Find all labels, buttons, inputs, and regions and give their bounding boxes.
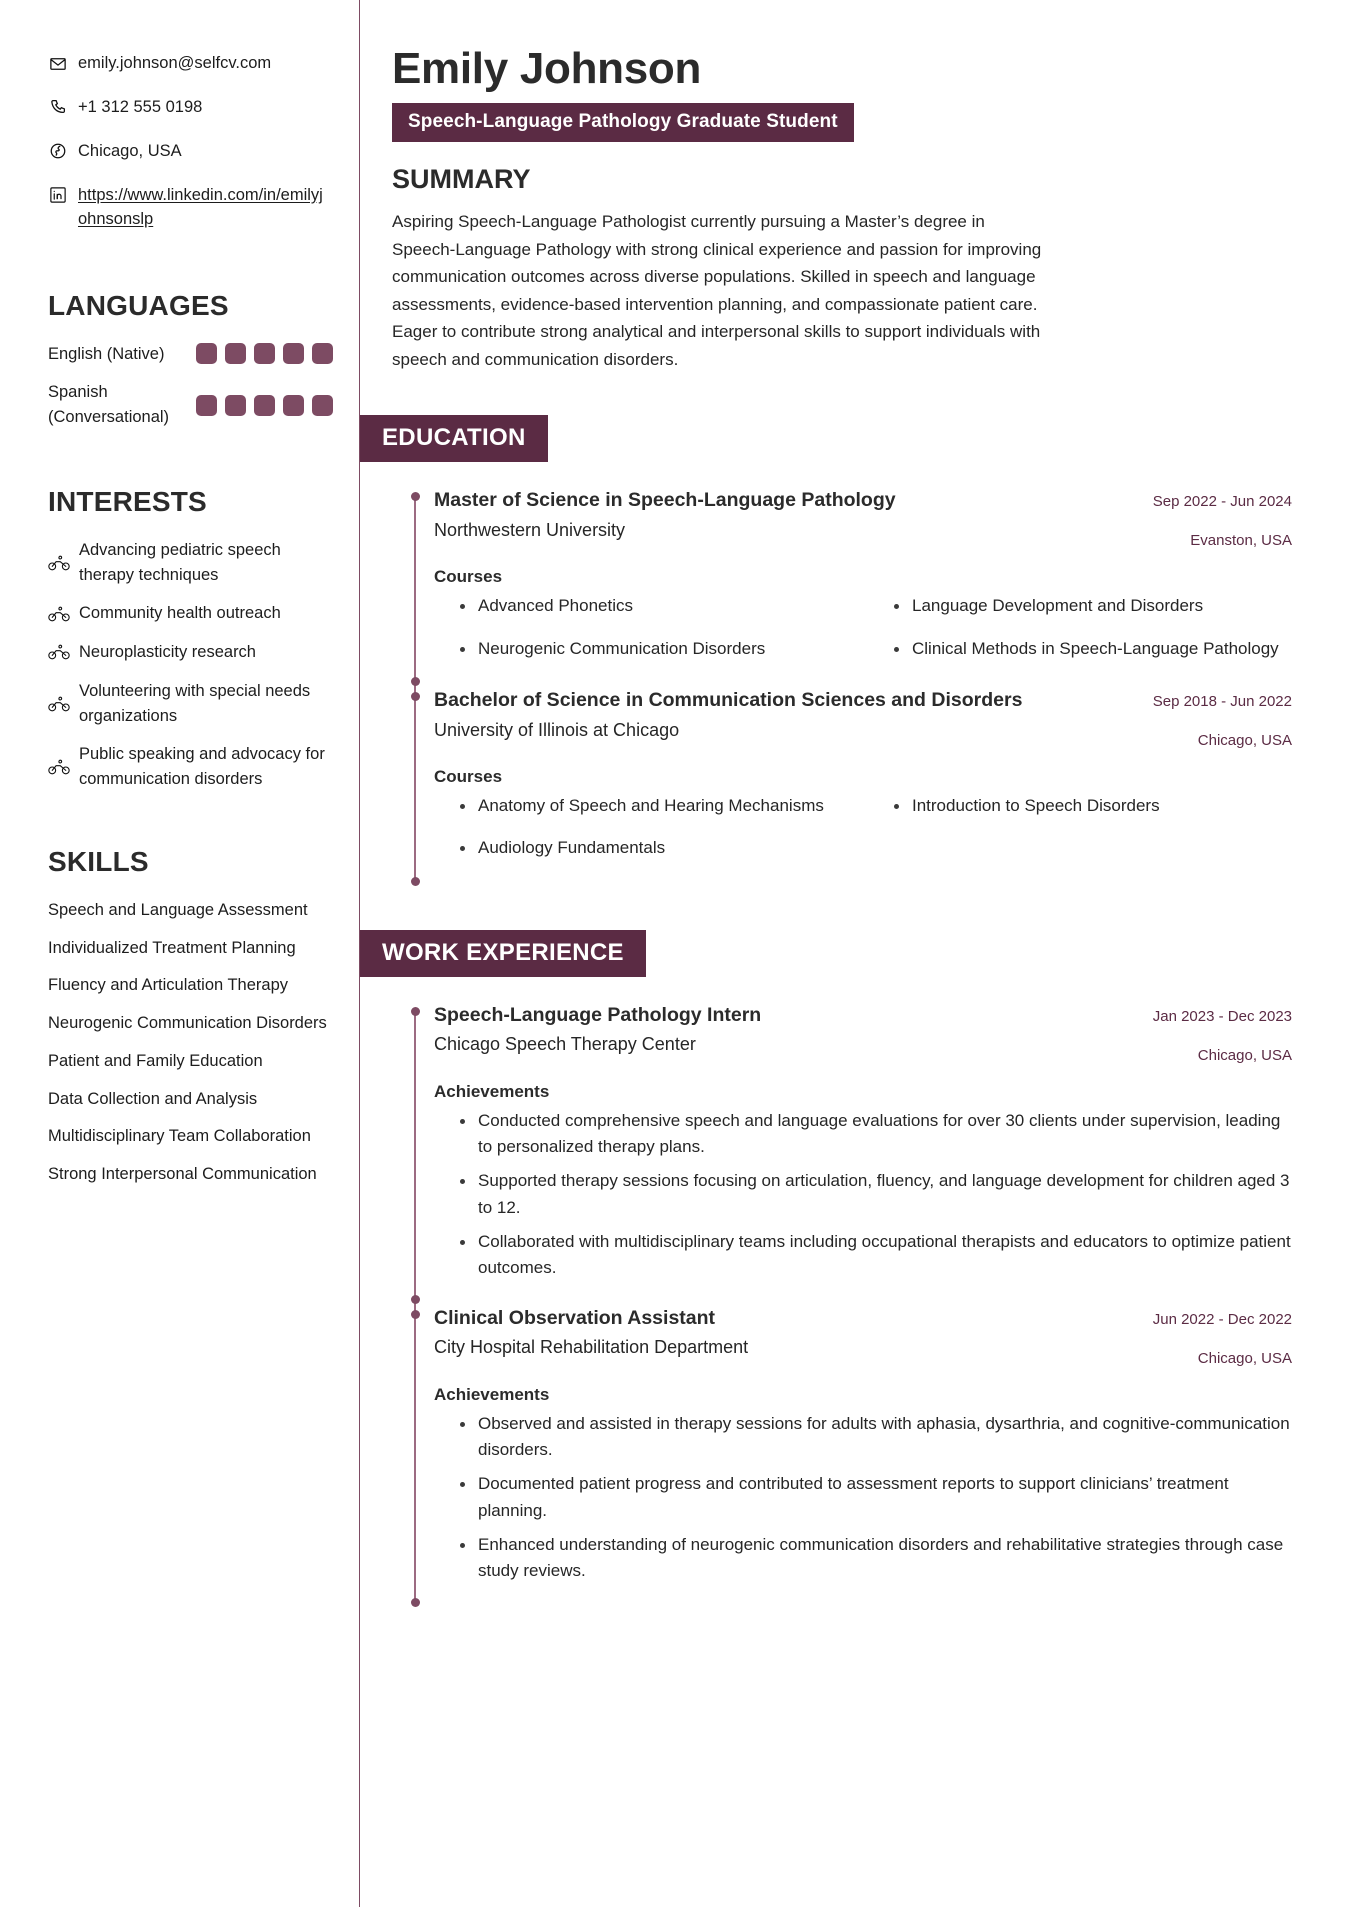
page-title: Emily Johnson — [392, 44, 702, 93]
work-timeline — [392, 1003, 1292, 1609]
achievements-label: Achievements — [434, 1081, 550, 1101]
school-name: Northwestern University — [434, 519, 626, 540]
interest-label: Community health outreach — [79, 604, 281, 623]
bicycle-icon — [48, 759, 70, 775]
contact-list — [48, 52, 330, 232]
interests-list — [48, 538, 330, 792]
course-item: Language Development and Disorders — [890, 593, 1292, 619]
languages-list — [48, 342, 330, 430]
bicycle-icon — [48, 555, 70, 571]
interests-heading: INTERESTS — [48, 485, 207, 517]
achievement-item: Observed and assisted in therapy sessions for adults with aphasia, dysarthria, and cognitive-communication disorders. — [456, 1411, 1292, 1464]
job-role: Speech-Language Pathology Intern — [434, 1003, 762, 1026]
interest-label: Advancing pediatric speech therapy techniques — [79, 540, 281, 584]
contact-text[interactable]: https://www.linkedin.com/in/emilyjohnsonslp — [78, 185, 323, 228]
linkedin-icon — [48, 186, 67, 205]
achievements-list — [434, 1411, 1292, 1585]
education-entry — [414, 688, 1292, 888]
education-date: Sep 2018 - Jun 2022 — [1152, 692, 1292, 710]
education-entry — [414, 488, 1292, 688]
interest-item — [48, 679, 330, 729]
languages-section — [48, 290, 330, 430]
languages-heading: LANGUAGES — [48, 289, 229, 321]
achievements-label: Achievements — [434, 1384, 550, 1404]
language-level — [196, 395, 333, 416]
achievement-item: Documented patient progress and contributed to assessment reports to support clinicians’ treatment planning. — [456, 1471, 1292, 1524]
timeline-node-end — [411, 677, 420, 686]
achievement-item: Conducted comprehensive speech and language evaluations for over 30 clients under supervision, leading to personalized therapy plans. — [456, 1108, 1292, 1161]
email-icon — [48, 54, 67, 73]
achievements-list — [434, 1108, 1292, 1282]
language-level-dot — [312, 395, 333, 416]
work-entry — [414, 1306, 1292, 1609]
summary-text: Aspiring Speech-Language Pathologist currently pursuing a Master’s degree in Speech-Language Pathology with strong clinical experience and passion for improving communication outcomes across diverse populations. Skilled in speech and language assessments, evidence-based intervention planning, and compassionate patient care. Eager to contribute strong analytical and interpersonal skills to support individuals with speech and communication disorders. — [392, 212, 1042, 369]
contact-row — [48, 96, 330, 120]
contact-text: Chicago, USA — [78, 141, 182, 160]
work-date: Jan 2023 - Dec 2023 — [1152, 1007, 1292, 1025]
location-icon — [48, 142, 67, 161]
language-level-dot — [225, 395, 246, 416]
course-grid — [434, 593, 1292, 672]
language-name: Spanish (Conversational) — [48, 383, 170, 427]
sidebar — [0, 0, 360, 1907]
course-item: Neurogenic Communication Disorders — [456, 636, 858, 662]
courses-label: Courses — [434, 766, 503, 786]
summary-heading: SUMMARY — [392, 164, 531, 194]
language-level-dot — [312, 343, 333, 364]
language-level-dot — [283, 343, 304, 364]
timeline-node — [411, 692, 420, 701]
skill-item: Fluency and Articulation Therapy — [48, 976, 288, 995]
education-banner: EDUCATION — [360, 415, 548, 462]
interest-label: Public speaking and advocacy for communication disorders — [79, 745, 325, 789]
timeline-node-end — [411, 877, 420, 886]
course-grid — [434, 793, 1292, 872]
interests-section — [48, 486, 330, 792]
bicycle-icon — [48, 606, 70, 622]
bicycle-icon — [48, 696, 70, 712]
work-location: Chicago, USA — [1197, 1349, 1292, 1367]
timeline-node — [411, 1007, 420, 1016]
skills-section — [48, 846, 330, 1187]
bicycle-icon — [48, 644, 70, 660]
work-date: Jun 2022 - Dec 2022 — [1152, 1310, 1292, 1328]
course-item: Anatomy of Speech and Hearing Mechanisms — [456, 793, 858, 819]
job-title-badge: Speech-Language Pathology Graduate Student — [392, 103, 854, 142]
contact-text: emily.johnson@selfcv.com — [78, 54, 272, 72]
contact-row — [48, 140, 330, 164]
education-date: Sep 2022 - Jun 2024 — [1152, 493, 1292, 511]
degree-title: Master of Science in Speech-Language Pathology — [434, 489, 896, 512]
language-level — [196, 343, 333, 364]
education-timeline — [392, 488, 1292, 887]
work-location: Chicago, USA — [1197, 1046, 1292, 1064]
timeline-node-end — [411, 1295, 420, 1304]
language-name: English (Native) — [48, 344, 165, 363]
achievement-item: Enhanced understanding of neurogenic communication disorders and rehabilitative strategies through case study reviews. — [456, 1532, 1292, 1585]
interest-item — [48, 538, 330, 588]
company-name: Chicago Speech Therapy Center — [434, 1034, 696, 1055]
achievement-item: Collaborated with multidisciplinary teams including occupational therapists and educators to optimize patient outcomes. — [456, 1229, 1292, 1282]
skill-item: Patient and Family Education — [48, 1051, 263, 1070]
skills-list — [48, 898, 330, 1187]
contact-row[interactable] — [48, 184, 330, 232]
school-name: University of Illinois at Chicago — [434, 719, 680, 740]
education-location: Chicago, USA — [1197, 731, 1292, 749]
job-role: Clinical Observation Assistant — [434, 1306, 716, 1329]
courses-label: Courses — [434, 567, 503, 587]
skill-item: Speech and Language Assessment — [48, 900, 308, 919]
phone-icon — [48, 98, 67, 117]
skill-item: Multidisciplinary Team Collaboration — [48, 1127, 311, 1146]
course-item: Clinical Methods in Speech-Language Pathology — [890, 636, 1292, 662]
contact-row — [48, 52, 330, 76]
company-name: City Hospital Rehabilitation Department — [434, 1337, 749, 1358]
language-level-dot — [254, 395, 275, 416]
language-row — [48, 342, 330, 367]
language-level-dot — [283, 395, 304, 416]
language-row — [48, 380, 330, 430]
skill-item: Individualized Treatment Planning — [48, 938, 296, 957]
interest-item — [48, 601, 330, 626]
timeline-node-end — [411, 1598, 420, 1607]
degree-title: Bachelor of Science in Communication Sciences and Disorders — [434, 688, 1023, 711]
education-location: Evanston, USA — [1190, 532, 1292, 550]
interest-label: Volunteering with special needs organizations — [79, 681, 311, 725]
interest-item — [48, 640, 330, 665]
course-item: Advanced Phonetics — [456, 593, 858, 619]
work-entry — [414, 1003, 1292, 1306]
skill-item: Neurogenic Communication Disorders — [48, 1014, 327, 1033]
main-column — [360, 0, 1350, 1907]
language-level-dot — [254, 343, 275, 364]
timeline-node — [411, 1310, 420, 1319]
timeline-node — [411, 492, 420, 501]
skill-item: Strong Interpersonal Communication — [48, 1165, 317, 1184]
skill-item: Data Collection and Analysis — [48, 1089, 258, 1108]
contact-text: +1 312 555 0198 — [78, 97, 203, 116]
work-banner: WORK EXPERIENCE — [360, 930, 646, 977]
language-level-dot — [196, 343, 217, 364]
skills-heading: SKILLS — [48, 845, 149, 877]
language-level-dot — [196, 395, 217, 416]
course-item: Audiology Fundamentals — [456, 835, 858, 861]
language-level-dot — [225, 343, 246, 364]
interest-label: Neuroplasticity research — [79, 643, 256, 662]
course-item: Introduction to Speech Disorders — [890, 793, 1292, 819]
interest-item — [48, 742, 330, 792]
achievement-item: Supported therapy sessions focusing on articulation, fluency, and language development for children aged 3 to 12. — [456, 1168, 1292, 1221]
